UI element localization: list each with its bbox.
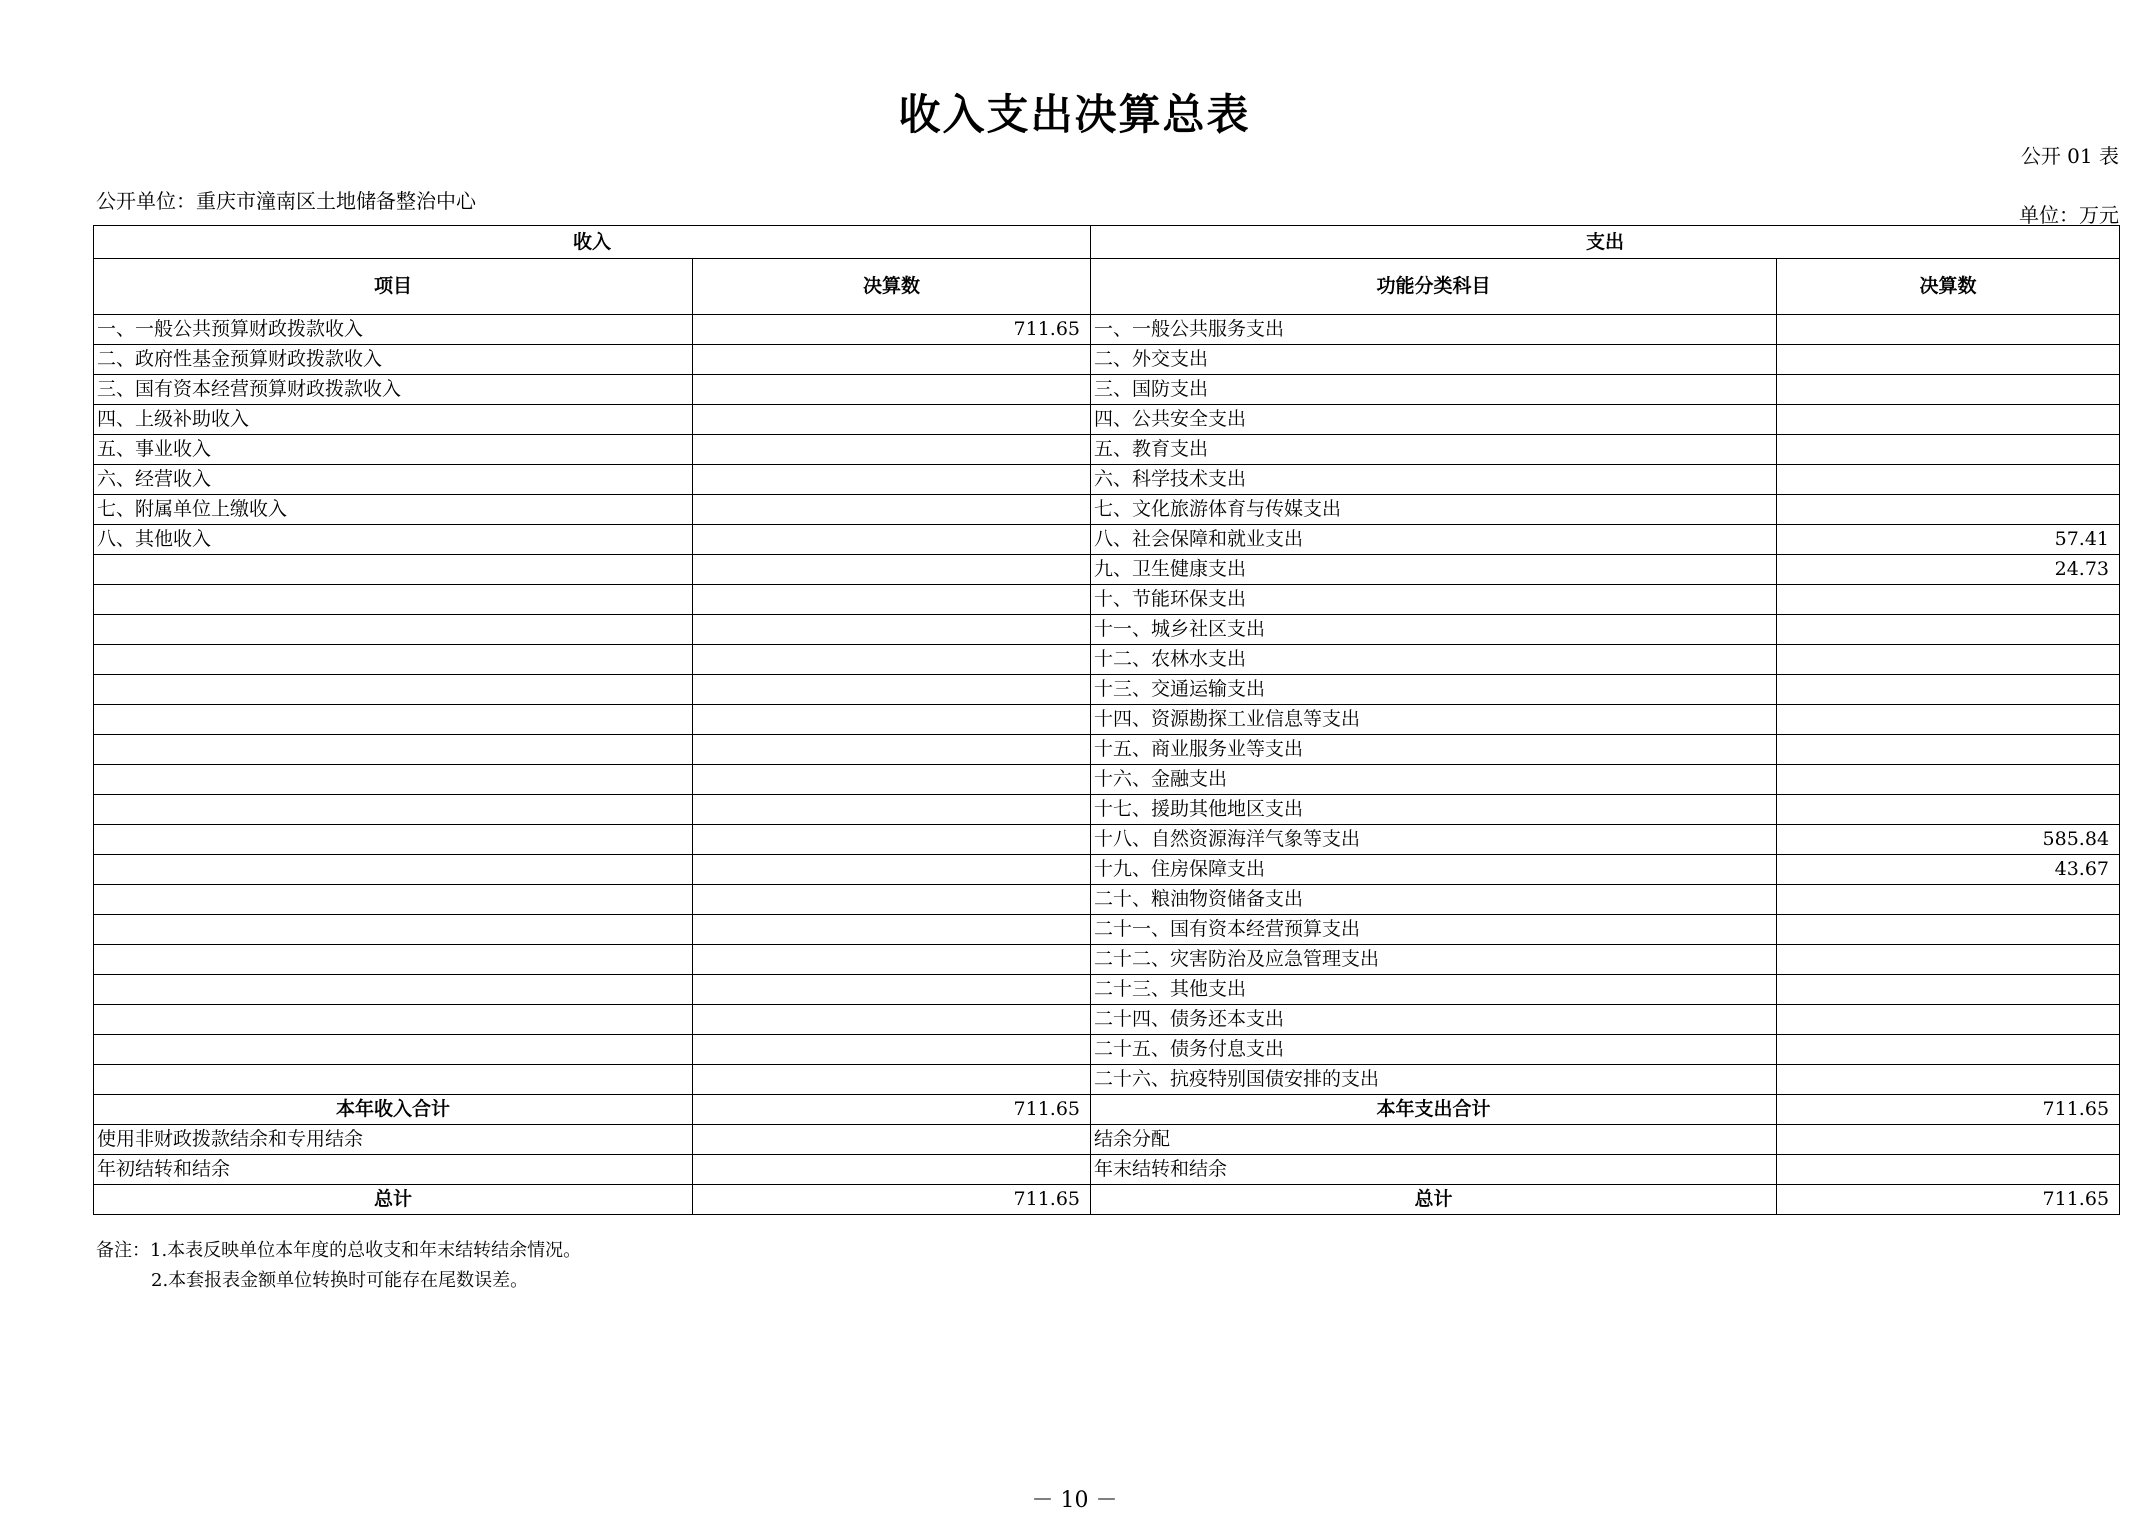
- income-item-cell: [94, 615, 693, 645]
- expense-item-cell: 九、卫生健康支出: [1091, 555, 1777, 585]
- expense-amount-cell: [1777, 675, 2120, 705]
- income-amount-cell: [693, 1065, 1091, 1095]
- income-item-cell: [94, 1005, 693, 1035]
- income-amount-cell: [693, 705, 1091, 735]
- table-row: [94, 555, 2120, 585]
- expense-amount-cell: [1777, 435, 2120, 465]
- table-row: [94, 375, 2120, 405]
- income-amount-cell: [693, 435, 1091, 465]
- section-header-row: [94, 226, 2120, 259]
- income-amount-cell: [693, 855, 1091, 885]
- table-row: [94, 315, 2120, 345]
- currency-unit: 单位：万元: [2019, 203, 2119, 227]
- expense-item-cell: 六、科学技术支出: [1091, 465, 1777, 495]
- income-amount-cell: [693, 825, 1091, 855]
- expense-item-cell: 十四、资源勘探工业信息等支出: [1091, 705, 1777, 735]
- income-item-cell: 六、经营收入: [94, 465, 693, 495]
- expense-amount-cell: [1777, 1005, 2120, 1035]
- table-row: [94, 645, 2120, 675]
- table-row: [94, 405, 2120, 435]
- income-amount-cell: [693, 525, 1091, 555]
- income-item-cell: [94, 555, 693, 585]
- table-row: [94, 435, 2120, 465]
- income-item-cell: 八、其他收入: [94, 525, 693, 555]
- expense-amount-cell: [1777, 1125, 2120, 1155]
- expense-amount-cell: [1777, 345, 2120, 375]
- income-amount-cell: [693, 885, 1091, 915]
- col-header-item: 项目: [94, 259, 693, 315]
- expense-item-cell: 总计: [1091, 1185, 1777, 1215]
- expense-amount-cell: [1777, 915, 2120, 945]
- table-row: [94, 885, 2120, 915]
- income-amount-cell: [693, 615, 1091, 645]
- table-row: [94, 915, 2120, 945]
- income-amount-cell: [693, 675, 1091, 705]
- table-row: [94, 1155, 2120, 1185]
- income-item-cell: [94, 975, 693, 1005]
- expense-item-cell: 二十、粮油物资储备支出: [1091, 885, 1777, 915]
- table-row: [94, 1125, 2120, 1155]
- table-row: [94, 1035, 2120, 1065]
- expense-item-cell: 十九、住房保障支出: [1091, 855, 1777, 885]
- income-amount-cell: 711.65: [693, 1095, 1091, 1125]
- table-row: [94, 525, 2120, 555]
- table-row: [94, 345, 2120, 375]
- expense-item-cell: 二十四、债务还本支出: [1091, 1005, 1777, 1035]
- income-item-cell: 四、上级补助收入: [94, 405, 693, 435]
- income-item-cell: 七、附属单位上缴收入: [94, 495, 693, 525]
- income-item-cell: [94, 915, 693, 945]
- income-item-cell: [94, 1035, 693, 1065]
- income-amount-cell: [693, 345, 1091, 375]
- expense-item-cell: 十、节能环保支出: [1091, 585, 1777, 615]
- expense-item-cell: 十一、城乡社区支出: [1091, 615, 1777, 645]
- income-amount-cell: [693, 1125, 1091, 1155]
- expense-amount-cell: [1777, 1035, 2120, 1065]
- expense-amount-cell: [1777, 795, 2120, 825]
- income-item-cell: [94, 1065, 693, 1095]
- income-item-cell: [94, 885, 693, 915]
- expense-amount-cell: [1777, 765, 2120, 795]
- income-amount-cell: [693, 555, 1091, 585]
- expense-item-cell: 二十一、国有资本经营预算支出: [1091, 915, 1777, 945]
- expense-amount-cell: [1777, 1155, 2120, 1185]
- income-expense-table: [93, 225, 2120, 1215]
- income-item-cell: 二、政府性基金预算财政拨款收入: [94, 345, 693, 375]
- expense-amount-cell: [1777, 645, 2120, 675]
- page-number: － 10 －: [1031, 1488, 1118, 1513]
- income-amount-cell: [693, 495, 1091, 525]
- income-item-cell: [94, 945, 693, 975]
- income-amount-cell: 711.65: [693, 315, 1091, 345]
- income-item-cell: [94, 645, 693, 675]
- expense-item-cell: 五、教育支出: [1091, 435, 1777, 465]
- table-row: [94, 1005, 2120, 1035]
- expense-item-cell: 七、文化旅游体育与传媒支出: [1091, 495, 1777, 525]
- expense-amount-cell: 711.65: [1777, 1185, 2120, 1215]
- notes: [96, 1236, 581, 1296]
- expense-amount-cell: [1777, 465, 2120, 495]
- income-amount-cell: 711.65: [693, 1185, 1091, 1215]
- income-item-cell: 使用非财政拨款结余和专用结余: [94, 1125, 693, 1155]
- expense-item-cell: 十七、援助其他地区支出: [1091, 795, 1777, 825]
- year-total-row: [94, 1095, 2120, 1125]
- income-item-cell: [94, 585, 693, 615]
- expense-amount-cell: [1777, 405, 2120, 435]
- income-item-cell: 本年收入合计: [94, 1095, 693, 1125]
- table-row: [94, 945, 2120, 975]
- expense-item-cell: 二、外交支出: [1091, 345, 1777, 375]
- column-header-row: [94, 259, 2120, 315]
- expense-amount-cell: 711.65: [1777, 1095, 2120, 1125]
- table-row: [94, 1065, 2120, 1095]
- income-item-cell: 总计: [94, 1185, 693, 1215]
- expense-item-cell: 十三、交通运输支出: [1091, 675, 1777, 705]
- expense-amount-cell: 57.41: [1777, 525, 2120, 555]
- expense-item-cell: 一、一般公共服务支出: [1091, 315, 1777, 345]
- table-row: [94, 825, 2120, 855]
- table-row: [94, 975, 2120, 1005]
- income-item-cell: 三、国有资本经营预算财政拨款收入: [94, 375, 693, 405]
- expense-header: 支出: [1091, 226, 2120, 259]
- expense-item-cell: 十二、农林水支出: [1091, 645, 1777, 675]
- income-amount-cell: [693, 1155, 1091, 1185]
- income-item-cell: [94, 795, 693, 825]
- table-row: [94, 855, 2120, 885]
- table-row: [94, 615, 2120, 645]
- expense-amount-cell: [1777, 375, 2120, 405]
- note-line-2: 2.本套报表金额单位转换时可能存在尾数误差。: [151, 1270, 529, 1291]
- grand-total-row: [94, 1185, 2120, 1215]
- reporting-unit: 公开单位：重庆市潼南区土地储备整治中心: [96, 189, 476, 213]
- income-item-cell: [94, 765, 693, 795]
- income-amount-cell: [693, 945, 1091, 975]
- expense-item-cell: 八、社会保障和就业支出: [1091, 525, 1777, 555]
- expense-amount-cell: [1777, 945, 2120, 975]
- col-header-function: 功能分类科目: [1091, 259, 1777, 315]
- expense-amount-cell: 24.73: [1777, 555, 2120, 585]
- expense-item-cell: 三、国防支出: [1091, 375, 1777, 405]
- expense-amount-cell: [1777, 315, 2120, 345]
- income-item-cell: [94, 735, 693, 765]
- table-row: [94, 765, 2120, 795]
- expense-item-cell: 本年支出合计: [1091, 1095, 1777, 1125]
- col-header-amount-2: 决算数: [1777, 259, 2120, 315]
- income-item-cell: 年初结转和结余: [94, 1155, 693, 1185]
- income-header: 收入: [94, 226, 1091, 259]
- income-amount-cell: [693, 585, 1091, 615]
- income-amount-cell: [693, 1035, 1091, 1065]
- expense-amount-cell: [1777, 495, 2120, 525]
- note-line-1: 备注：1.本表反映单位本年度的总收支和年末结转结余情况。: [96, 1240, 582, 1261]
- income-amount-cell: [693, 975, 1091, 1005]
- income-amount-cell: [693, 405, 1091, 435]
- expense-item-cell: 十五、商业服务业等支出: [1091, 735, 1777, 765]
- expense-amount-cell: [1777, 885, 2120, 915]
- expense-amount-cell: [1777, 735, 2120, 765]
- expense-amount-cell: [1777, 585, 2120, 615]
- form-number: 公开 01 表: [2020, 144, 2119, 168]
- expense-amount-cell: [1777, 615, 2120, 645]
- income-amount-cell: [693, 645, 1091, 675]
- table-row: [94, 675, 2120, 705]
- expense-item-cell: 二十五、债务付息支出: [1091, 1035, 1777, 1065]
- expense-amount-cell: 585.84: [1777, 825, 2120, 855]
- expense-item-cell: 十六、金融支出: [1091, 765, 1777, 795]
- income-item-cell: 一、一般公共预算财政拨款收入: [94, 315, 693, 345]
- income-amount-cell: [693, 375, 1091, 405]
- expense-item-cell: 年末结转和结余: [1091, 1155, 1777, 1185]
- income-item-cell: [94, 855, 693, 885]
- income-amount-cell: [693, 735, 1091, 765]
- expense-item-cell: 二十三、其他支出: [1091, 975, 1777, 1005]
- income-amount-cell: [693, 915, 1091, 945]
- expense-amount-cell: [1777, 705, 2120, 735]
- income-item-cell: [94, 705, 693, 735]
- income-item-cell: 五、事业收入: [94, 435, 693, 465]
- table-row: [94, 735, 2120, 765]
- expense-item-cell: 二十二、灾害防治及应急管理支出: [1091, 945, 1777, 975]
- table-row: [94, 585, 2120, 615]
- income-amount-cell: [693, 465, 1091, 495]
- expense-item-cell: 四、公共安全支出: [1091, 405, 1777, 435]
- expense-item-cell: 二十六、抗疫特别国债安排的支出: [1091, 1065, 1777, 1095]
- income-item-cell: [94, 675, 693, 705]
- table-row: [94, 705, 2120, 735]
- income-amount-cell: [693, 795, 1091, 825]
- income-amount-cell: [693, 1005, 1091, 1035]
- income-item-cell: [94, 825, 693, 855]
- col-header-amount: 决算数: [693, 259, 1091, 315]
- table-row: [94, 495, 2120, 525]
- income-amount-cell: [693, 765, 1091, 795]
- expense-amount-cell: [1777, 1065, 2120, 1095]
- page-title: 收入支出决算总表: [898, 90, 1251, 139]
- expense-amount-cell: [1777, 975, 2120, 1005]
- table-row: [94, 795, 2120, 825]
- expense-item-cell: 十八、自然资源海洋气象等支出: [1091, 825, 1777, 855]
- expense-amount-cell: 43.67: [1777, 855, 2120, 885]
- expense-item-cell: 结余分配: [1091, 1125, 1777, 1155]
- table-row: [94, 465, 2120, 495]
